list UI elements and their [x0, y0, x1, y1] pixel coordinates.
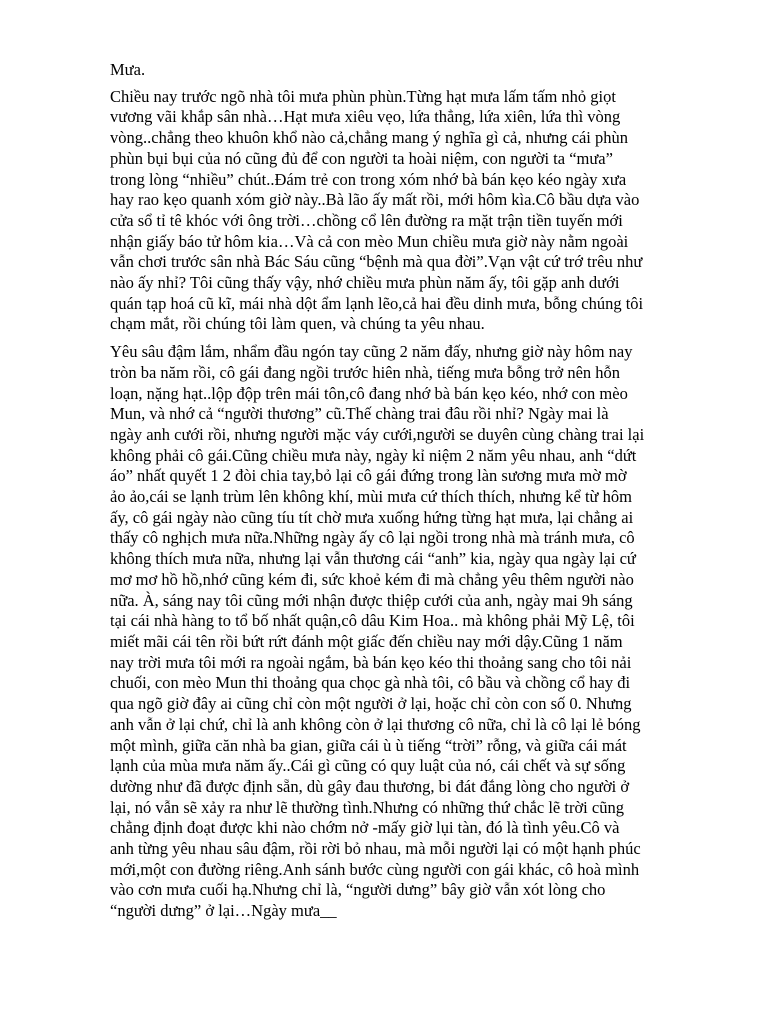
paragraph-1: Chiều nay trước ngõ nhà tôi mưa phùn phùn.Từng hạt mưa lấm tấm nhỏ giọt vương vãi khắp sân nhà…Hạt mưa xiêu vẹo, lứa thẳng, lứa xiên, lứa thì vòng vòng..chẳng theo khuôn khổ nào cả,chẳng mang ý nghĩa gì cả, nhưng cái phùn phùn bụi bụi của nó cũng đủ để con người ta hoài niệm, con người ta “mưa” trong lòng “nhiều” chút..Đám trẻ con trong xóm nhớ bà bán kẹo kéo ngày xưa hay rao kẹo quanh xóm giờ này..Bà lão ấy mất rồi, mới hôm kìa.Cô bầu dựa vào cửa sổ tỉ tê khóc với ông trời…chồng cổ lên đường ra mặt trận tiền tuyến mới nhận giấy báo tử hôm kia…Và cả con mèo Mun chiều mưa giờ này nằm ngoài vẫn chơi trước sân nhà Bác Sáu cũng “bệnh mà qua đời”.Vạn vật cứ trớ trêu như nào ấy nhỉ? Tôi cũng thấy vậy, nhớ chiều mưa phùn năm ấy, tôi gặp anh dưới quán tạp hoá cũ kĩ, mái nhà dột ẩm lạnh lẽo,cả hai đều dinh mưa, bỗng chúng tôi chạm mắt, rồi chúng tôi làm quen, và chúng ta yêu nhau.	[110, 86, 644, 334]
paragraph-2: Yêu sâu đậm lắm, nhẩm đầu ngón tay cũng 2 năm đấy, nhưng giờ này hôm nay tròn ba năm rồi, cô gái đang ngồi trước hiên nhà, tiếng mưa bỗng trở nên hỗn loạn, nặng hạt..lộp độp trên mái tôn,cô đang nhớ bà bán kẹo kéo, nhớ con mèo Mun, và nhớ cả “người thương” cũ.Thế chàng trai đâu rồi nhỉ? Ngày mai là ngày anh cưới rồi, nhưng người mặc váy cưới,người se duyên cùng chàng trai lại không phải cô gái.Cũng chiều mưa này, ngày kỉ niệm 2 năm yêu nhau, anh “dứt áo” nhất quyết 1 2 đòi chia tay,bỏ lại cô gái đứng trong làn sương mưa mờ mờ ảo ảo,cái se lạnh trùm lên không khí, mùi mưa cứ thích thích, nhưng kể từ hôm ấy, cô gái ngày nào cũng tíu tít chờ mưa xuống hứng từng hạt mưa, lại chẳng ai thấy cô nghịch mưa nữa.Những ngày ấy cô lại ngồi trong nhà mà tránh mưa, cô không thích mưa nữa, nhưng lại vẫn thương cái “anh” kia, ngày qua ngày lại cứ mơ mơ hồ hồ,nhớ cũng kém đi, sức khoẻ kém đi mà chẳng yêu thêm người nào nữa. À, sáng nay tôi cũng mới nhận được thiệp cưới của anh, ngày mai 9h sáng tại cái nhà hàng to tổ bố nhất quận,cô dâu Kim Hoa.. mà không phải Mỹ Lệ, tôi miết mãi cái tên rồi bứt rứt đánh một giấc đến chiều nay mới dậy.Cũng 1 năm nay trời mưa tôi mới ra ngoài ngắm, bà bán kẹo kéo thi thoảng sang cho tôi nải chuối, con mèo Mun thi thoảng qua chọc gà nhà tôi, cô bầu và chồng cổ hay đi qua ngõ giờ đây ai cũng chỉ còn một người ở lại, hoặc chỉ còn con số 0. Nhưng anh vẫn ở lại chứ, chỉ là anh không còn ở lại thương cô nữa, chỉ là cô lại lẻ bóng một mình, giữa căn nhà ba gian, giữa cái ù ù tiếng “trời” rỗng, và giữa cái mát lạnh của mùa mưa năm ấy..Cái gì cũng có quy luật của nó, cái chết và sự sống dường như đã được định sẵn, dù gây đau thương, bi đát đắng lòng cho người ở lại, nó vẫn sẽ xảy ra như lẽ thường tình.Nhưng có những thứ chắc lẽ trời cũng chẳng định đoạt được khi nào chớm nở -mấy giờ lụi tàn, đó là tình yêu.Cô và anh từng yêu nhau sâu đậm, rồi rời bỏ nhau, mà mỗi người lại có một hạnh phúc mới,một con đường riêng.Anh sánh bước cùng người con gái khác, cô hoà mình vào cơn mưa cuối hạ.Nhưng chỉ là, “người dưng” bây giờ vẫn xót lòng cho “người dưng” ở lại…Ngày mưa__	[110, 342, 645, 921]
document-page	[110, 60, 670, 929]
document-title: Mưa.	[110, 60, 146, 79]
